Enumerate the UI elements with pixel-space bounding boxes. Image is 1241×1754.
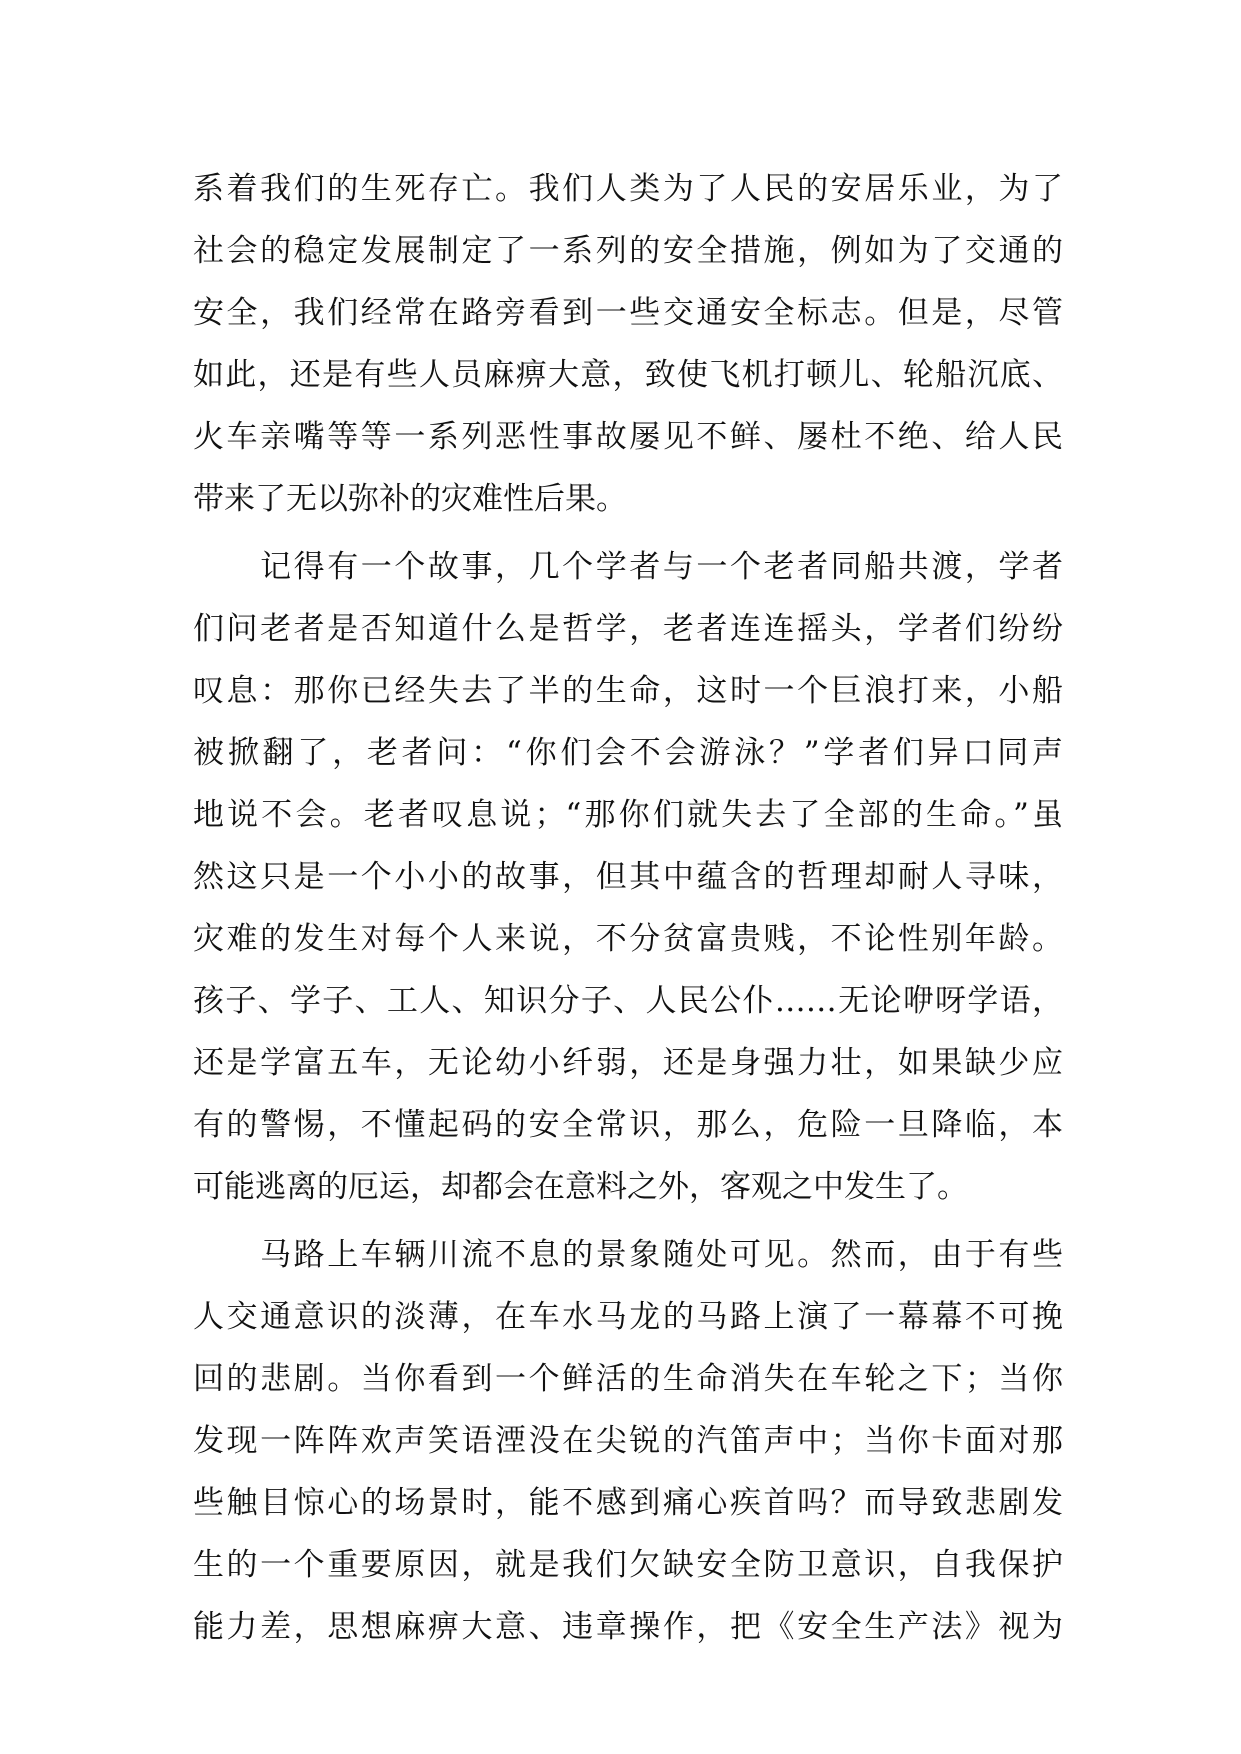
text-line: 马路上车辆川流不息的景象随处可见。然而，由于有些 xyxy=(193,1237,1063,1273)
text-line: 人交通意识的淡薄，在车水马龙的马路上演了一幕幕不可挽 xyxy=(193,1299,1063,1335)
text-line: 被掀翻了，老者问：“你们会不会游泳？”学者们异口同声 xyxy=(193,735,1063,771)
paragraph-3 xyxy=(193,1224,1063,1658)
text-line: 有的警惕，不懂起码的安全常识，那么，危险一旦降临，本 xyxy=(193,1107,1063,1143)
text-line: 地说不会。老者叹息说；“那你们就失去了全部的生命。”虽 xyxy=(193,797,1063,833)
text-line: 安全，我们经常在路旁看到一些交通安全标志。但是，尽管 xyxy=(193,295,1063,331)
text-line: 灾难的发生对每个人来说，不分贫富贵贱，不论性别年龄。 xyxy=(193,921,1063,957)
text-line: 然这只是一个小小的故事，但其中蕴含的哲理却耐人寻味， xyxy=(193,859,1063,895)
text-line: 系着我们的生死存亡。我们人类为了人民的安居乐业，为了 xyxy=(193,171,1063,207)
text-line: 孩子、学子、工人、知识分子、人民公仆……无论咿呀学语， xyxy=(193,983,1063,1019)
paragraph-1 xyxy=(193,158,1063,530)
text-line: 叹息：那你已经失去了半的生命，这时一个巨浪打来，小船 xyxy=(193,673,1063,709)
text-line: 些触目惊心的场景时，能不感到痛心疾首吗？而导致悲剧发 xyxy=(193,1485,1063,1521)
text-line: 发现一阵阵欢声笑语湮没在尖锐的汽笛声中；当你卡面对那 xyxy=(193,1423,1063,1459)
text-line: 带来了无以弥补的灾难性后果。 xyxy=(193,481,627,517)
text-line: 记得有一个故事，几个学者与一个老者同船共渡，学者 xyxy=(193,549,1063,585)
text-line: 社会的稳定发展制定了一系列的安全措施，例如为了交通的 xyxy=(193,233,1063,269)
text-line: 能力差，思想麻痹大意、违章操作，把《安全生产法》视为 xyxy=(193,1609,1063,1645)
text-line: 回的悲剧。当你看到一个鲜活的生命消失在车轮之下；当你 xyxy=(193,1361,1063,1397)
text-line: 可能逃离的厄运，却都会在意料之外，客观之中发生了。 xyxy=(193,1169,968,1205)
document-body xyxy=(193,158,1063,1658)
text-line: 们问老者是否知道什么是哲学，老者连连摇头，学者们纷纷 xyxy=(193,611,1063,647)
text-line: 还是学富五车，无论幼小纤弱，还是身强力壮，如果缺少应 xyxy=(193,1045,1063,1081)
paragraph-2 xyxy=(193,536,1063,1218)
text-line: 如此，还是有些人员麻痹大意，致使飞机打顿儿、轮船沉底、 xyxy=(193,357,1063,393)
text-line: 火车亲嘴等等一系列恶性事故屡见不鲜、屡杜不绝、给人民 xyxy=(193,419,1063,455)
text-line: 生的一个重要原因，就是我们欠缺安全防卫意识，自我保护 xyxy=(193,1547,1063,1583)
